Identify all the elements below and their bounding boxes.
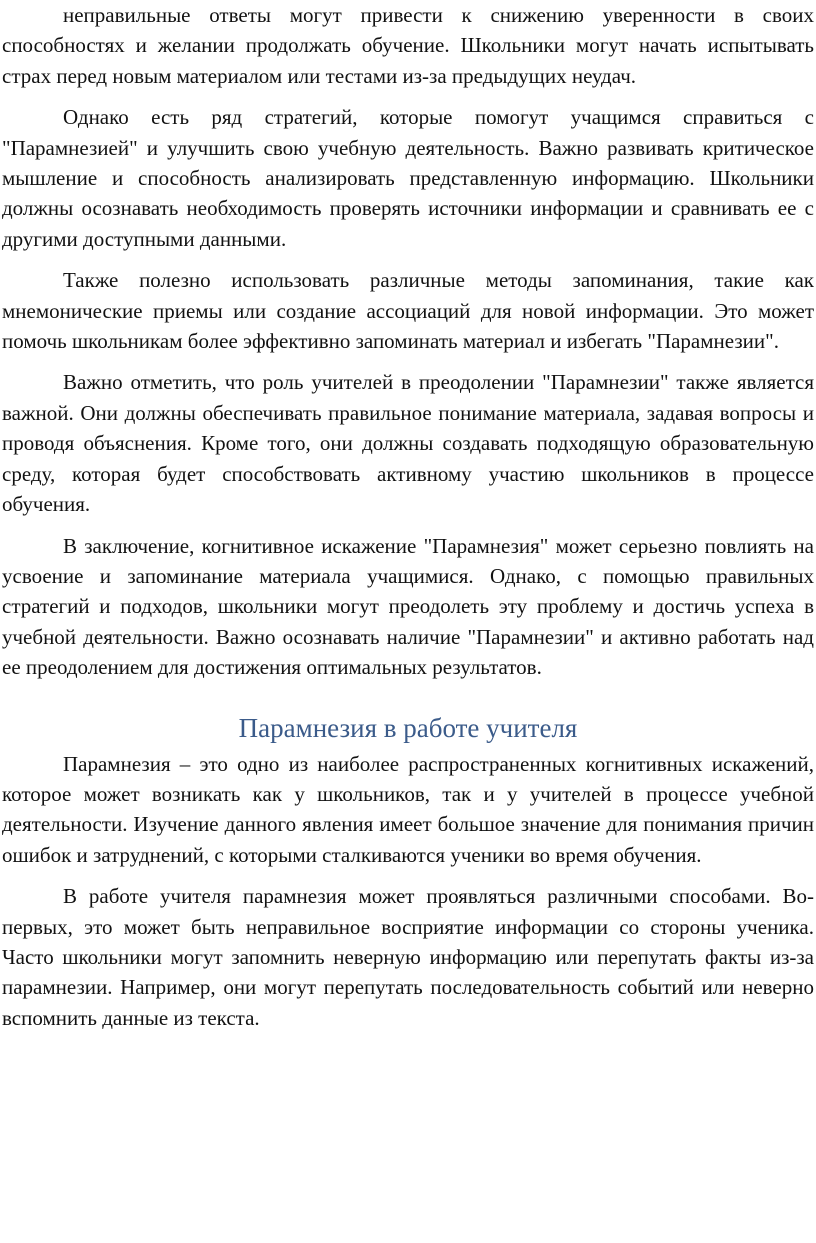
paragraph-memory-methods: Также полезно использовать различные методы запоминания, такие как мнемонические приемы или создание ассоциаций для новой информации. Это может помочь школьникам более эффективно запоминать материал и избегать "Парамнезии". [2,268,814,354]
section-heading: Парамнезия в работе учителя [238,712,578,743]
paragraph-manifestations: В работе учителя парамнезия может проявляться различными способами. Во-первых, это может быть неправильное восприятие информации со стороны ученика. Часто школьники могут запомнить неверную информацию или перепутать факты из-за парамнезии. Например, они могут перепутать последовательность событий или неверно вспомнить данные из текста. [2,884,814,1030]
paragraph-conclusion: В заключение, когнитивное искажение "Парамнезия" может серьезно повлиять на усвоение и запоминание материала учащимися. Однако, с помощью правильных стратегий и подходов, школьники могут преодолеть эту проблему и достичь успеха в учебной деятельности. Важно осознавать наличие "Парамнезии" и активно работать над ее преодолением для достижения оптимальных результатов. [2,533,814,680]
paragraph-definition: Парамнезия – это одно из наиболее распространенных когнитивных искажений, которое может возникать как у школьников, так и у учителей в процессе учебной деятельности. Изучение данного явления имеет большое значение для понимания причин ошибок и затруднений, с которыми сталкиваются ученики во время обучения. [2,751,814,867]
paragraph-teacher-role: Важно отметить, что роль учителей в преодолении "Парамнезии" также является важной. Они должны обеспечивать правильное понимание материала, задавая вопросы и проводя объяснения. Кроме того, они должны создавать подходящую образовательную среду, которая будет способствовать активному участию школьников в процессе обучения. [2,370,814,517]
paragraph-continuation: неправильные ответы могут привести к снижению уверенности в своих способностях и желании продолжать обучение. Школьники могут начать испытывать страх перед новым материалом или тестами из-за предыдущих неудач. [2,3,814,88]
paragraph-strategies: Однако есть ряд стратегий, которые помогут учащимся справиться с "Парамнезией" и улучшить свою учебную деятельность. Важно развивать критическое мышление и способность анализировать представленную информацию. Школьники должны осознавать необходимость проверять источники информации и сравнивать ее с другими доступными данными. [2,105,814,251]
